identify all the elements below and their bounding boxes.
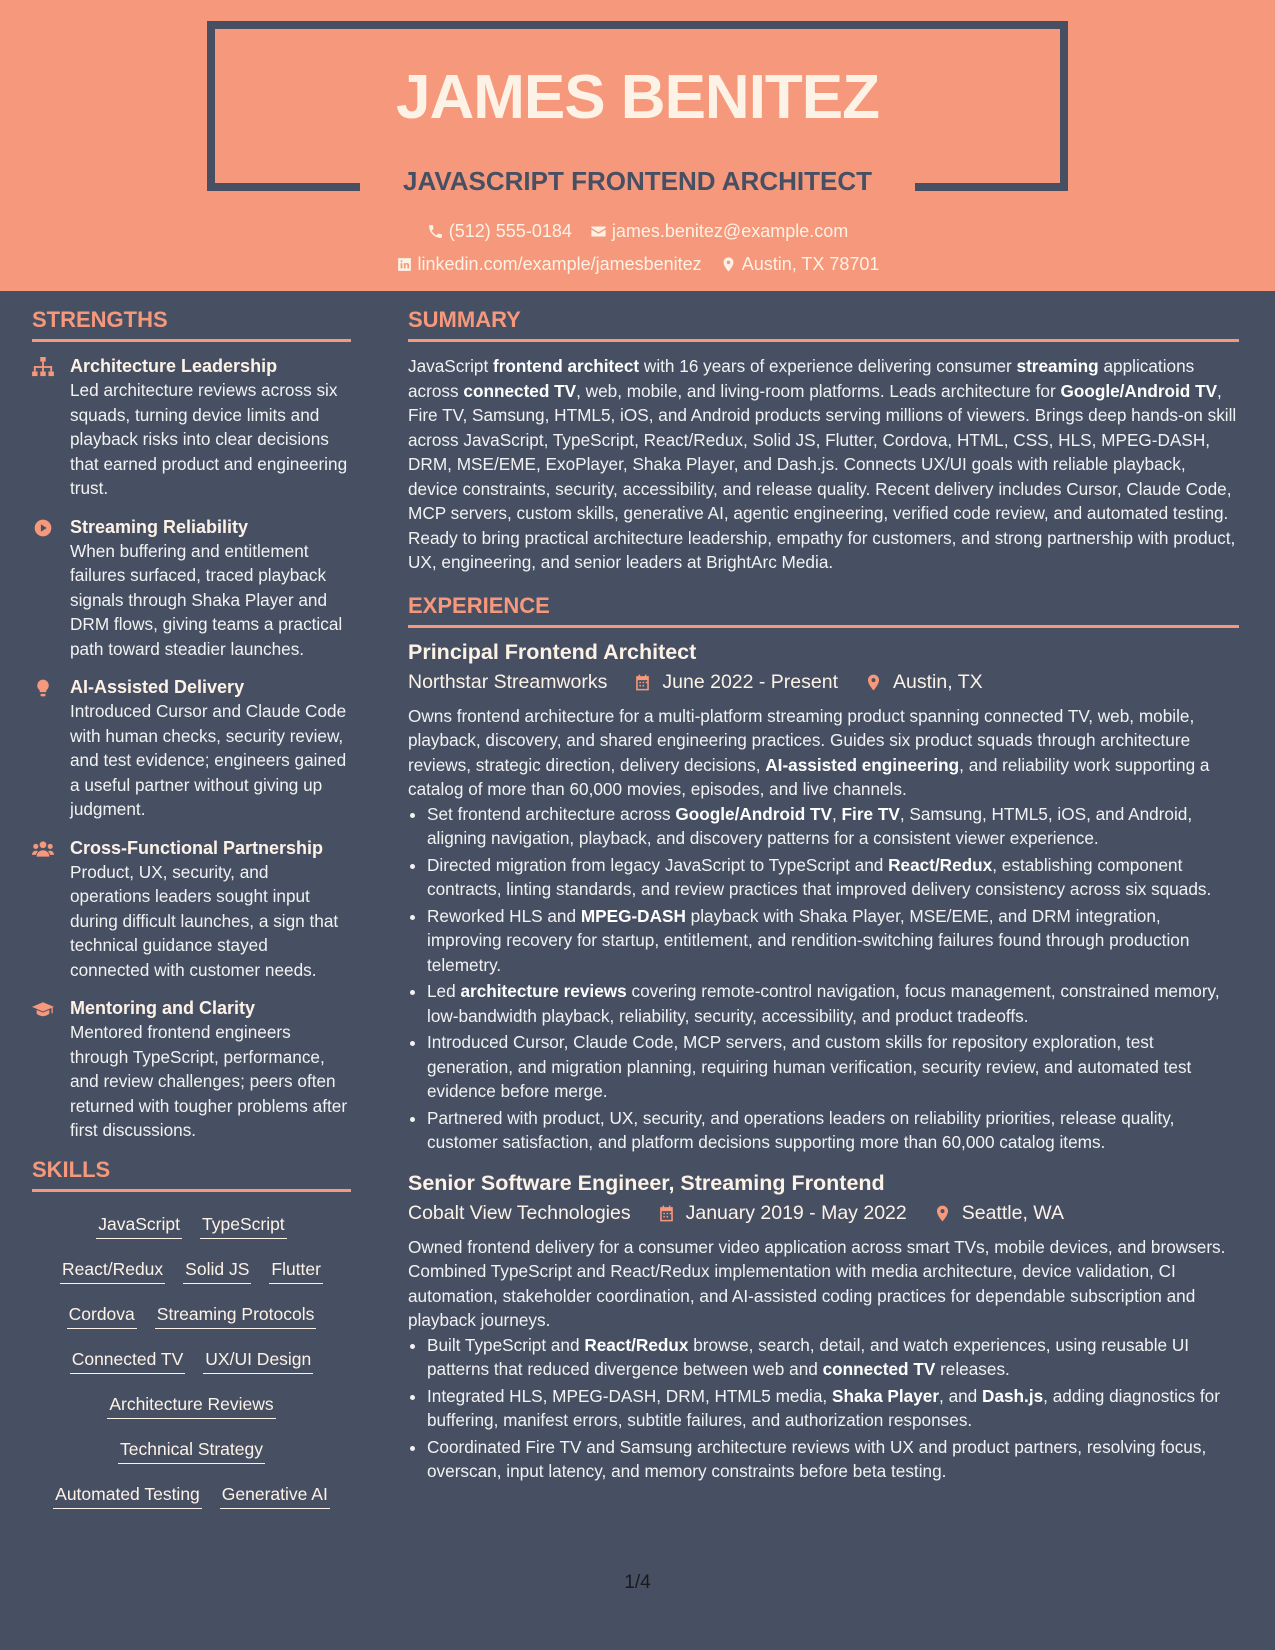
envelope-icon [590, 223, 607, 240]
strength-item [32, 515, 351, 662]
job-bullets [408, 802, 1239, 1155]
job-meta [408, 1202, 1239, 1225]
job-company: Northstar Streamworks [408, 670, 608, 693]
skill-tag: JavaScript [96, 1214, 182, 1239]
calendar-icon [657, 1204, 676, 1223]
job-bullets [408, 1333, 1239, 1484]
skill-tag: TypeScript [200, 1214, 287, 1239]
phone-icon [427, 223, 444, 240]
job-bullet: • Coordinated Fire TV and Samsung architecture reviews with UX and product partners, resolving focus, overscan, input latency, and memory constraints before beta testing. [427, 1435, 1239, 1484]
location-contact [720, 254, 880, 275]
job-bullet: • Built TypeScript and React/Redux browse, search, detail, and watch experiences, using reusable UI patterns that reduced divergence between web and connected TV releases. [427, 1333, 1239, 1382]
job-entry [408, 1171, 1239, 1484]
strength-desc: Mentored frontend engineers through TypeScript, performance, and review challenges; peers often returned with tougher problems after first discussions. [70, 1022, 348, 1140]
skill-tag: Architecture Reviews [107, 1394, 275, 1419]
header [0, 0, 1275, 291]
skill-row [53, 1474, 330, 1519]
users-icon [32, 839, 54, 859]
job-bullet: • Reworked HLS and MPEG-DASH playback with Shaka Player, MSE/EME, and DRM integration, improving recovery for startup, entitlement, and rendition-switching failures found through production telemetry. [427, 904, 1239, 978]
job-summary: Owned frontend delivery for a consumer video application across smart TVs, mobile devices, and browsers. Combined TypeScript and React/Redux implementation with media architecture, device validation, CI automation, stakeholder coordination, and AI-assisted coding practices for dependable subscription and playback journeys. [408, 1236, 1226, 1330]
summary-text: JavaScript frontend architect with 16 years of experience delivering consumer streaming applications across connected TV, web, mobile, and living-room platforms. Leads architecture for Google/Android TV, Fire TV, Samsung, HTML5, iOS, and Android products serving millions of viewers. Brings deep hands-on skill across JavaScript, TypeScript, React/Redux, Solid JS, Flutter, Cordova, HTML, CSS, HLS, MPEG-DASH, DRM, MSE/EME, ExoPlayer, Shaka Player, and Dash.js. Connects UX/UI goals with reliable playback, device constraints, security, accessibility, and release quality. Recent delivery includes Cursor, Claude Code, MCP servers, custom skills, generative AI, agentic engineering, verified code review, and automated testing. Ready to bring practical architecture leadership, empathy for customers, and strong partnership with product, UX, engineering, and senior leaders at BrightArc Media. [408, 356, 1237, 572]
job-title: Principal Frontend Architect [408, 639, 697, 664]
linkedin-contact[interactable] [396, 254, 702, 275]
skills-heading: SKILLS [32, 1157, 351, 1192]
email-text[interactable]: james.benitez@example.com [611, 221, 849, 241]
skill-tag: Flutter [269, 1259, 323, 1284]
location-text: Austin, TX 78701 [741, 254, 880, 274]
job-bullet: • Set frontend architecture across Google/Android TV, Fire TV, Samsung, HTML5, iOS, and Android, aligning navigation, playback, and discovery patterns for a consistent viewer experience. [427, 802, 1239, 851]
job-location: Seattle, WA [961, 1201, 1064, 1224]
job-location: Austin, TX [893, 670, 983, 693]
strength-item [32, 354, 351, 501]
strength-title: AI-Assisted Delivery [70, 677, 245, 697]
job-bullet: • Introduced Cursor, Claude Code, MCP servers, and custom skills for repository exploration, test generation, and migration planning, requiring human verification, security review, and automated test evidence before merge. [427, 1030, 1239, 1104]
skills-section [32, 1157, 351, 1519]
strengths-heading: STRENGTHS [32, 307, 351, 342]
skill-tag: Streaming Protocols [155, 1304, 317, 1329]
contact-row-2 [0, 254, 1275, 275]
strength-item [32, 675, 351, 822]
job-bullet: • Directed migration from legacy JavaScript to TypeScript and React/Redux, establishing component contracts, linting standards, and review practices that improved delivery consistency across six squads. [427, 853, 1239, 902]
skill-tag: Solid JS [183, 1259, 251, 1284]
strength-desc: When buffering and entitlement failures surfaced, traced playback signals through Shaka Player and DRM flows, giving teams a practical path toward steadier launches. [70, 540, 343, 659]
skill-row [96, 1204, 286, 1249]
strength-title: Cross-Functional Partnership [70, 837, 324, 858]
job-bullet: • Led architecture reviews covering remote-control navigation, focus management, constrained memory, low-bandwidth playback, reliability, security, accessibility, and product tradeoffs. [427, 979, 1239, 1028]
graduation-cap-icon [32, 999, 54, 1019]
phone-text: (512) 555-0184 [448, 221, 572, 241]
skill-row [107, 1384, 275, 1429]
map-marker-icon [864, 673, 883, 692]
sitemap-icon [32, 357, 54, 377]
job-title: Senior Software Engineer, Streaming Frontend [408, 1170, 885, 1195]
strength-item [32, 996, 351, 1143]
strength-title: Architecture Leadership [70, 356, 278, 376]
job-company: Cobalt View Technologies [408, 1201, 631, 1224]
calendar-icon [633, 673, 652, 692]
job-meta [408, 671, 1239, 694]
skill-row [118, 1429, 265, 1474]
phone-contact [427, 221, 572, 242]
skill-tag: UX/UI Design [203, 1349, 313, 1374]
right-column [408, 307, 1239, 1486]
job-bullet: • Integrated HLS, MPEG-DASH, DRM, HTML5 media, Shaka Player, and Dash.js, adding diagnostics for buffering, manifest errors, subtitle failures, and authorization responses. [427, 1384, 1239, 1433]
skills-list [32, 1204, 351, 1519]
map-marker-icon [933, 1204, 952, 1223]
skill-row [70, 1339, 314, 1384]
linkedin-icon [396, 256, 413, 273]
job-entry [408, 640, 1239, 1155]
job-summary: Owns frontend architecture for a multi-platform streaming product spanning connected TV, web, mobile, playback, discovery, and shared engineering practices. Guides six product squads through architecture reviews, strategic direction, delivery decisions, AI-assisted engineering, and reliability work supporting a catalog of more than 60,000 movies, episodes, and live channels. [408, 705, 1210, 799]
candidate-name: JAMES BENITEZ [395, 63, 880, 132]
left-column [32, 307, 351, 1519]
skill-tag: Automated Testing [53, 1484, 202, 1509]
linkedin-text[interactable]: linkedin.com/example/jamesbenitez [417, 254, 702, 274]
strength-title: Streaming Reliability [70, 516, 249, 537]
email-contact[interactable] [590, 221, 848, 242]
job-dates: January 2019 - May 2022 [685, 1201, 907, 1224]
strength-title: Mentoring and Clarity [70, 998, 256, 1018]
skill-tag: Cordova [67, 1304, 137, 1329]
skill-row [60, 1249, 323, 1294]
strength-desc: Introduced Cursor and Claude Code with human checks, security review, and test evidence; engineers gained a useful partner without giving up judgment. [70, 701, 347, 819]
skill-tag: Connected TV [70, 1349, 186, 1374]
job-bullet: • Partnered with product, UX, security, and operations leaders on reliability priorities, release quality, customer satisfaction, and platform decisions supporting more than 60,000 catalog items. [427, 1106, 1239, 1155]
candidate-title: JAVASCRIPT FRONTEND ARCHITECT [403, 166, 872, 196]
skill-tag: React/Redux [60, 1259, 165, 1284]
experience-heading: EXPERIENCE [408, 593, 1239, 628]
summary-heading: SUMMARY [408, 307, 1239, 342]
play-circle-icon [32, 518, 54, 538]
strength-desc: Product, UX, security, and operations leaders sought input during difficult launches, a sign that technical guidance stayed connected with customer needs. [70, 861, 339, 980]
map-marker-icon [720, 256, 737, 273]
skill-row [67, 1294, 317, 1339]
strength-item [32, 836, 351, 983]
skill-tag: Generative AI [220, 1484, 330, 1509]
skill-tag: Technical Strategy [118, 1439, 265, 1464]
job-dates: June 2022 - Present [662, 670, 839, 693]
contact-row-1 [0, 221, 1275, 242]
page-number: 1/4 [624, 1572, 651, 1593]
strength-desc: Led architecture reviews across six squads, turning device limits and playback risks into clear decisions that earned product and engineering trust. [70, 380, 348, 498]
lightbulb-icon [32, 678, 54, 698]
